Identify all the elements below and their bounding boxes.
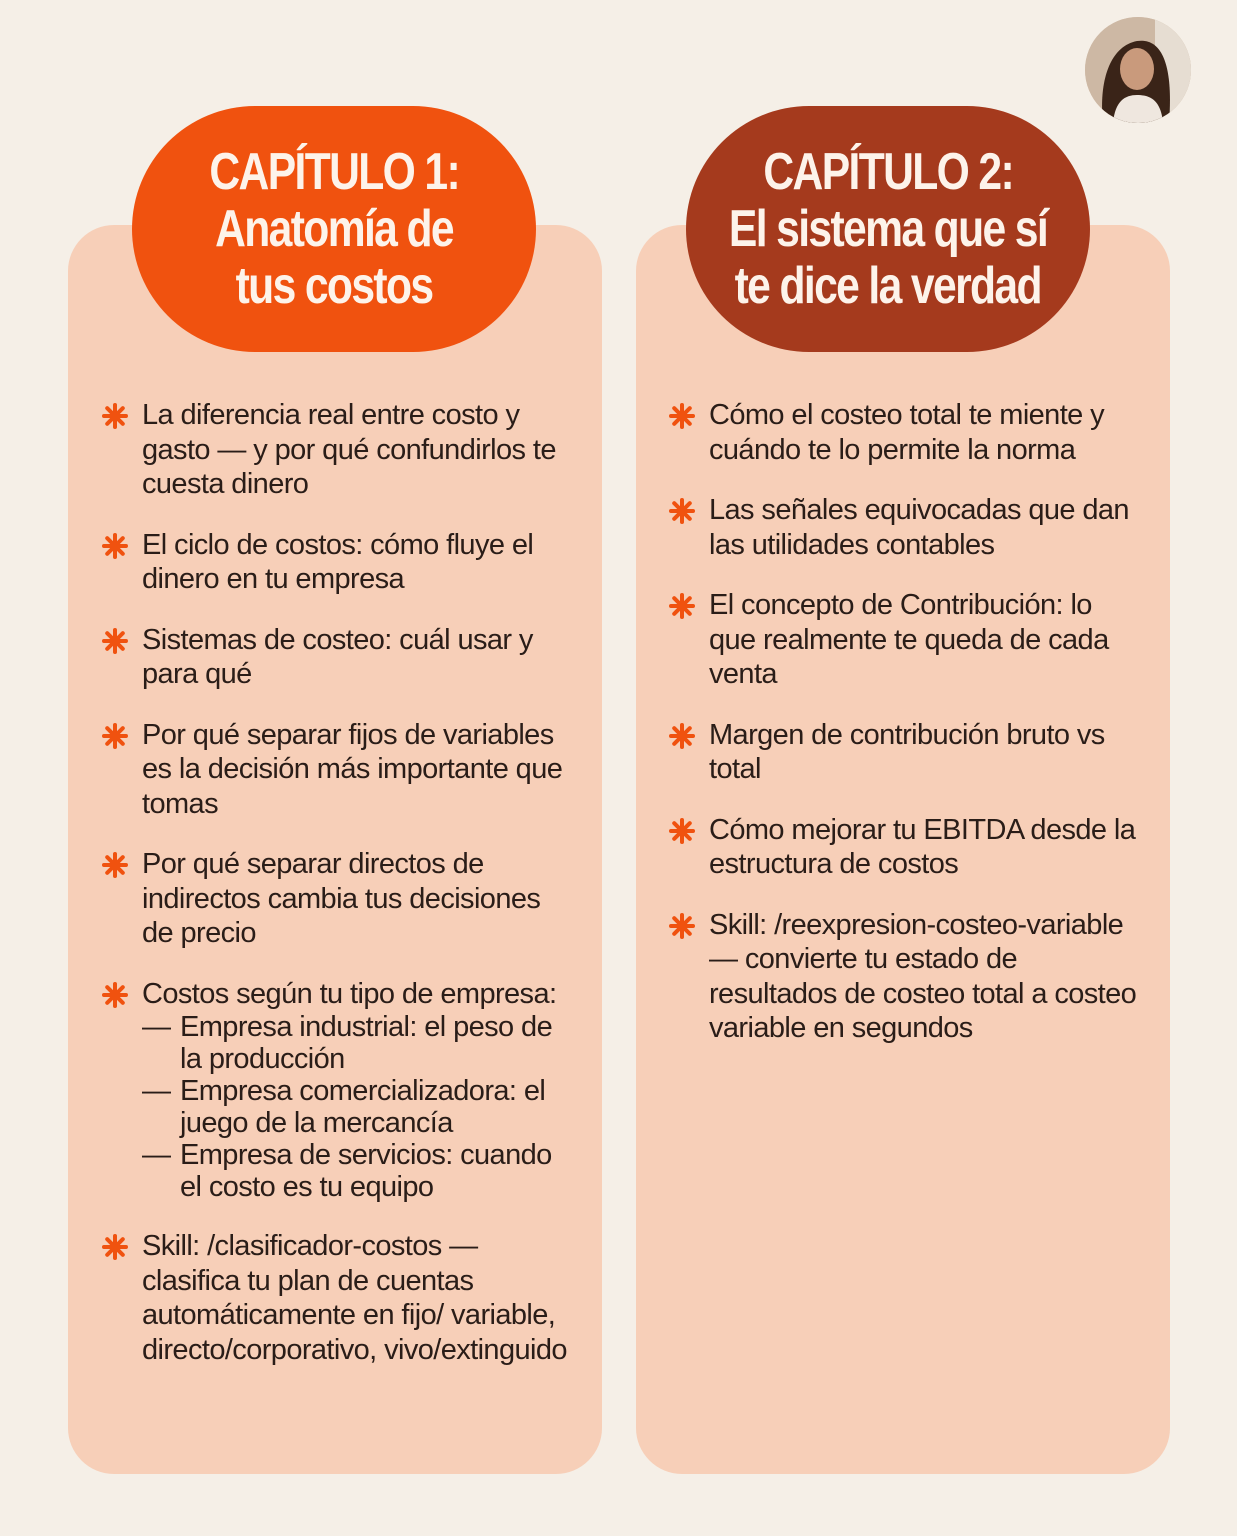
list-item xyxy=(100,398,570,502)
avatar xyxy=(1085,17,1191,123)
chapter1-title-line: tus costos xyxy=(235,256,433,315)
asterisk-icon xyxy=(100,531,130,561)
list-item-text: Por qué separar directos de indirectos cambia tus decisiones de precio xyxy=(142,848,541,949)
list-item xyxy=(667,588,1137,692)
sub-list-item xyxy=(142,1075,570,1139)
list-item-text: Por qué separar fijos de variables es la decisión más importante que tomas xyxy=(142,718,563,820)
sub-list-item xyxy=(142,1139,570,1203)
list-item xyxy=(100,623,570,692)
dash-marker: — xyxy=(142,1139,171,1171)
list-item-text: Cómo el costeo total te miente y cuándo te lo permite la norma xyxy=(709,399,1105,466)
asterisk-icon xyxy=(100,626,130,656)
list-item xyxy=(667,493,1137,562)
list-item-text: Sistemas de costeo: cuál usar y para qué xyxy=(142,623,533,690)
profile-photo-icon xyxy=(1085,17,1191,123)
list-item-text: Skill: /reexpresion-costeo-variable — convierte tu estado de resultados de costeo total a costeo variable en segundos xyxy=(709,908,1137,1044)
chapter1-topic-list xyxy=(100,398,570,1393)
asterisk-icon xyxy=(667,721,697,751)
chapter2-title-line: te dice la verdad xyxy=(734,256,1042,315)
list-item xyxy=(100,1229,570,1367)
chapter2-title-line: CAPÍTULO 2: xyxy=(763,142,1013,201)
chapter2-title-line: El sistema que sí xyxy=(728,199,1048,258)
list-item-text: Costos según tu tipo de empresa: xyxy=(142,977,557,1010)
sub-list-item-text: Empresa industrial: el peso de la producción xyxy=(180,1011,553,1075)
list-item xyxy=(100,977,570,1204)
list-item-text: Cómo mejorar tu EBITDA desde la estructura de costos xyxy=(709,813,1136,880)
list-item-text: La diferencia real entre costo y gasto — y por qué confundirlos te cuesta dinero xyxy=(142,399,556,500)
list-item-text: El concepto de Contribución: lo que realmente te queda de cada venta xyxy=(709,589,1109,690)
asterisk-icon xyxy=(667,816,697,846)
list-item xyxy=(100,528,570,597)
list-item-text: Skill: /clasificador-costos — clasifica tu plan de cuentas automáticamente en fijo/ variable, directo/corporativo, vivo/extinguido xyxy=(142,1230,567,1366)
asterisk-icon xyxy=(667,591,697,621)
sub-list-item-text: Empresa de servicios: cuando el costo es tu equipo xyxy=(180,1139,552,1203)
asterisk-icon xyxy=(100,401,130,431)
asterisk-icon xyxy=(667,911,697,941)
list-item-text: El ciclo de costos: cómo fluye el dinero en tu empresa xyxy=(142,528,534,595)
chapter1-title-line: Anatomía de xyxy=(215,199,453,258)
asterisk-icon xyxy=(100,1232,130,1262)
list-item xyxy=(667,908,1137,1046)
dash-marker: — xyxy=(142,1075,171,1107)
dash-marker: — xyxy=(142,1011,171,1043)
list-item xyxy=(100,847,570,951)
sub-list-item-text: Empresa comercializadora: el juego de la mercancía xyxy=(180,1075,546,1139)
sub-list xyxy=(142,1011,570,1203)
list-item xyxy=(100,718,570,822)
list-item xyxy=(667,813,1137,882)
asterisk-icon xyxy=(100,850,130,880)
chapter2-topic-list xyxy=(667,398,1137,1072)
chapter1-title-line: CAPÍTULO 1: xyxy=(209,142,459,201)
sub-list-item xyxy=(142,1011,570,1075)
list-item-text: Margen de contribución bruto vs total xyxy=(709,718,1105,785)
list-item xyxy=(667,718,1137,787)
chapter1-title xyxy=(132,106,536,352)
asterisk-icon xyxy=(667,401,697,431)
list-item-text: Las señales equivocadas que dan las utilidades contables xyxy=(709,494,1129,561)
list-item xyxy=(667,398,1137,467)
asterisk-icon xyxy=(100,980,130,1010)
asterisk-icon xyxy=(100,721,130,751)
chapter2-title xyxy=(686,106,1090,352)
asterisk-icon xyxy=(667,496,697,526)
